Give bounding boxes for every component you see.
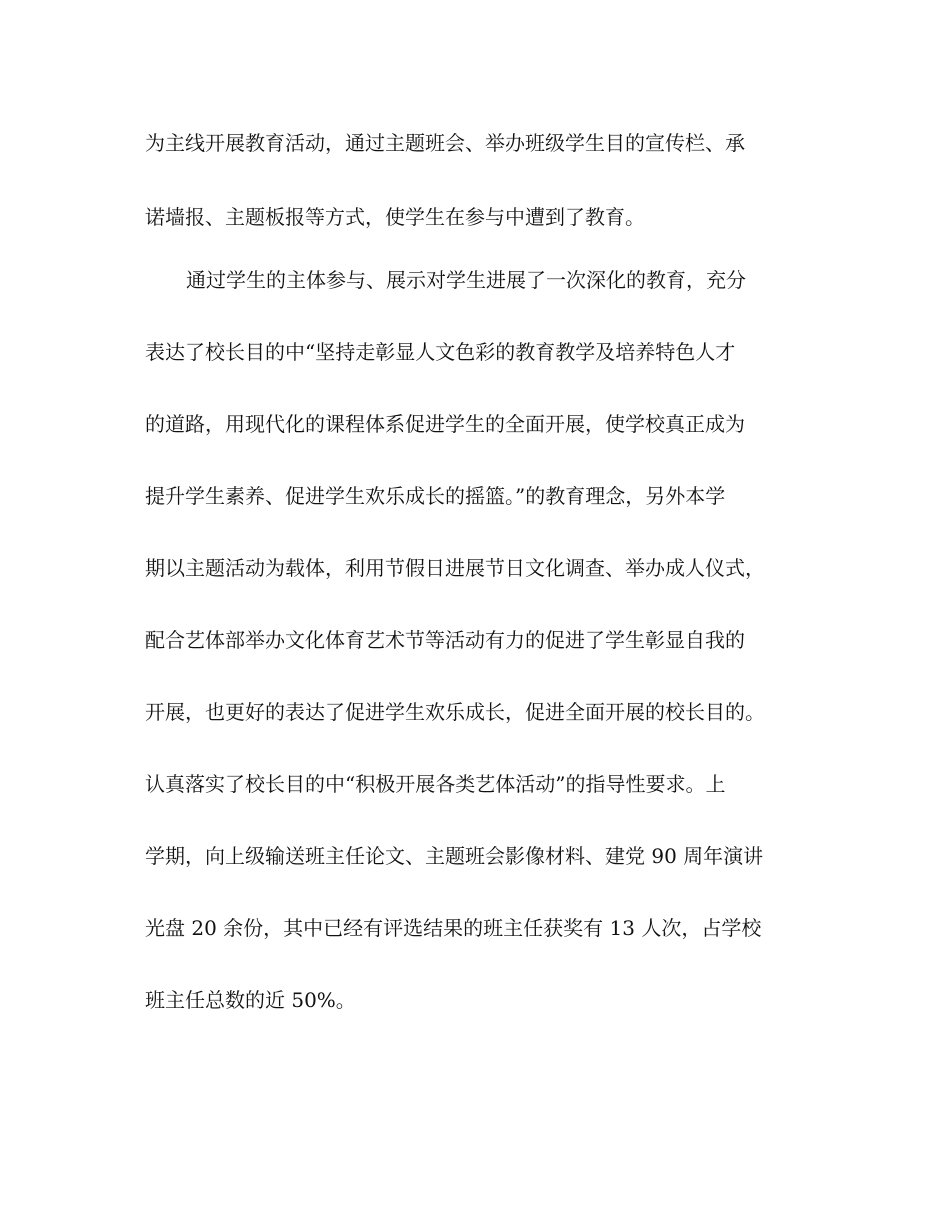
text-line-6: 提升学生素养、促进学生欢乐成长的摇篮。”的教育理念，另外本学 <box>145 484 726 508</box>
text-line-3: 通过学生的主体参与、展示对学生进展了一次深化的教育，充分 <box>186 268 746 292</box>
text-line-1: 为主线开展教育活动，通过主题班会、举办班级学生目的宣传栏、承 <box>145 131 745 155</box>
text-line-4: 表达了校长目的中“坚持走彰显人文色彩的教育教学及培养特色人才 <box>145 340 736 364</box>
text-line-5: 的道路，用现代化的课程体系促进学生的全面开展，使学校真正成为 <box>145 412 745 436</box>
text-line-2: 诺墙报、主题板报等方式，使学生在参与中遭到了教育。 <box>145 205 645 229</box>
text-line-9: 开展，也更好的表达了促进学生欢乐成长，促进全面开展的校长目的。 <box>145 700 765 724</box>
text-line-11: 学期，向上级输送班主任论文、主题班会影像材料、建党 90 周年演讲 <box>145 844 764 868</box>
text-line-10: 认真落实了校长目的中“积极开展各类艺体活动”的指导性要求。上 <box>145 772 726 796</box>
text-line-7: 期以主题活动为载体，利用节假日进展节日文化调查、举办成人仪式， <box>145 556 765 580</box>
text-line-8: 配合艺体部举办文化体育艺术节等活动有力的促进了学生彰显自我的 <box>145 628 745 652</box>
text-line-12: 光盘 20 余份，其中已经有评选结果的班主任获奖有 13 人次，占学校 <box>145 916 762 940</box>
text-line-13: 班主任总数的近 50%。 <box>145 988 356 1012</box>
